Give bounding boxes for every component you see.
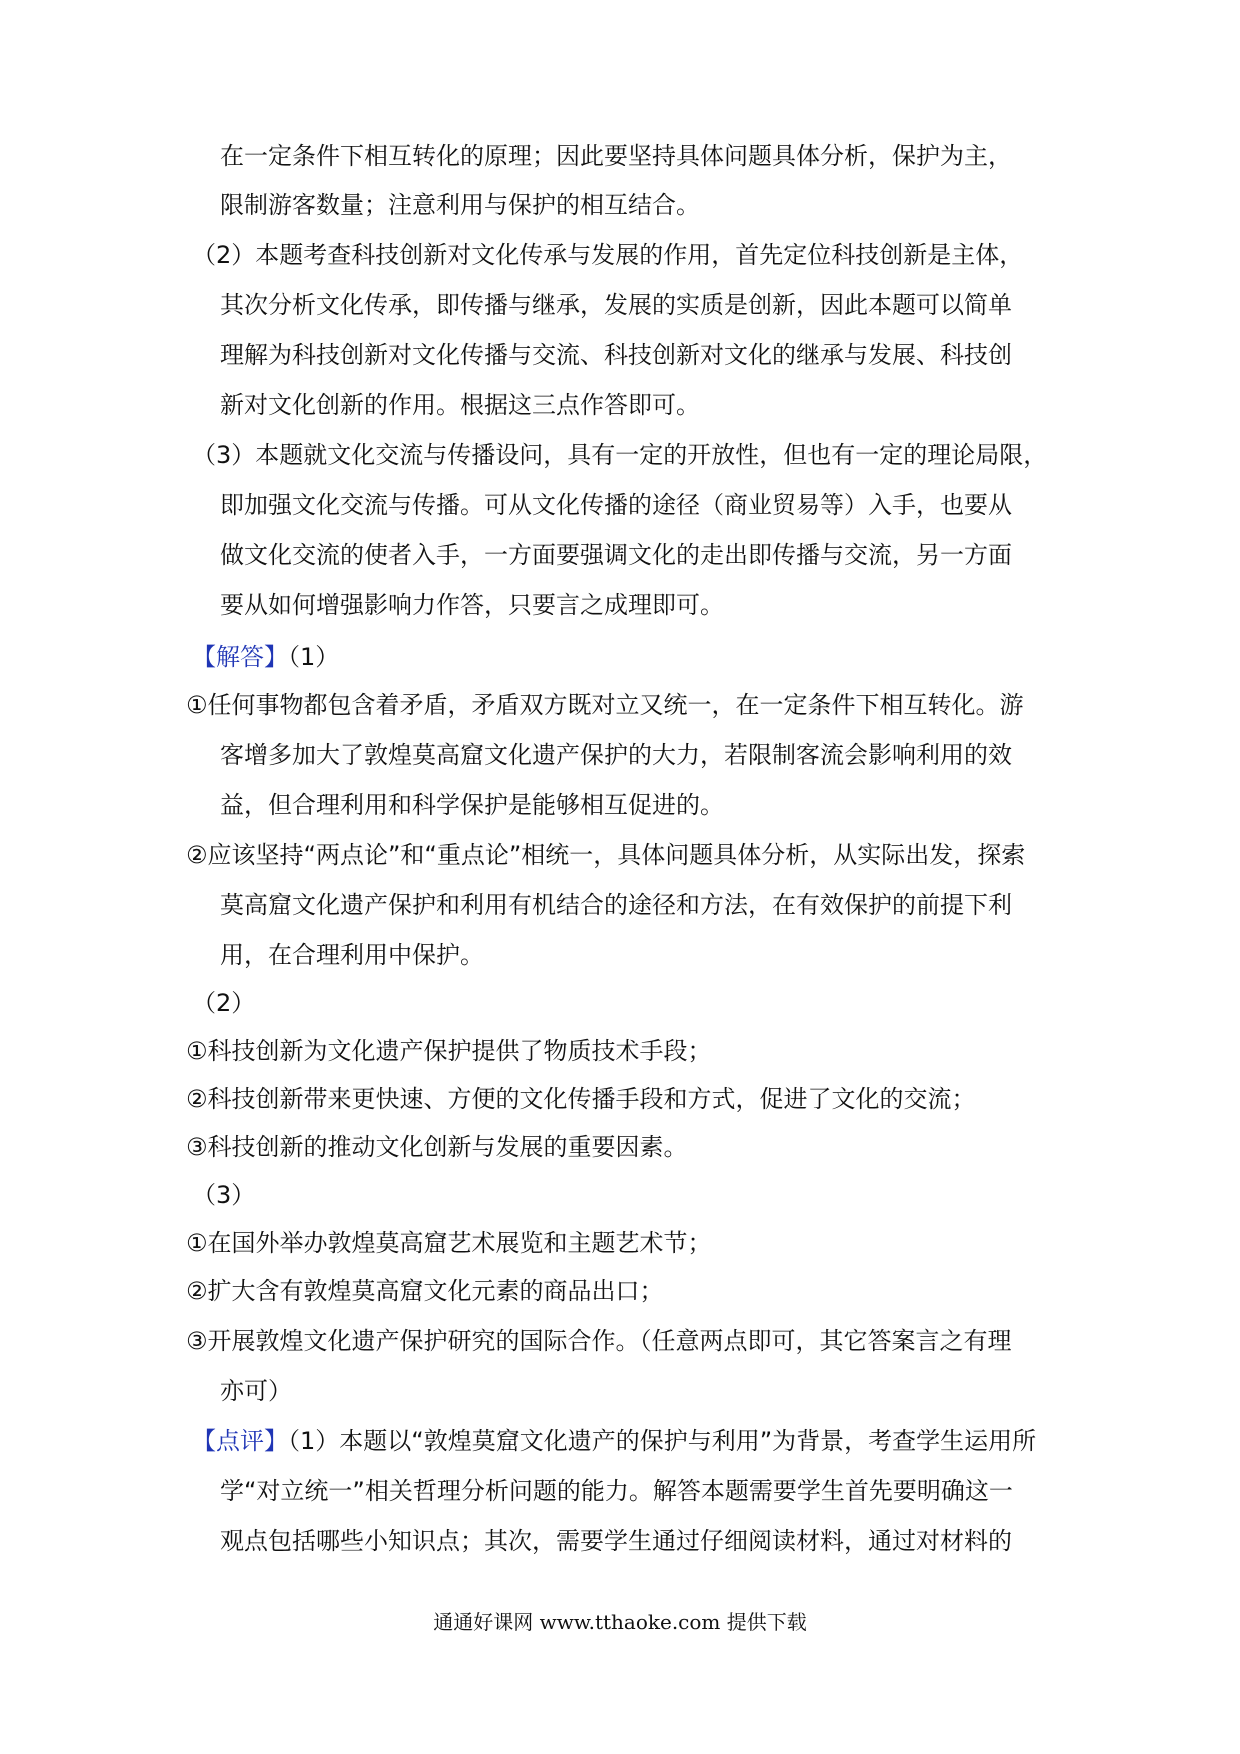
analysis-part3-line-4: 要从如何增强影响力作答，只要言之成理即可。	[220, 591, 724, 619]
answer-heading	[192, 640, 339, 674]
answer-q1-item2-line-1: ②应该坚持“两点论”和“重点论”相统一，具体问题具体分析，从实际出发，探索	[186, 841, 1026, 869]
answer-q2-label: （2）	[192, 989, 256, 1017]
page-footer: 通通好课网 www.tthaoke.com 提供下载	[433, 1610, 807, 1634]
answer-q3-item-3-line-1: ③开展敦煌文化遗产保护研究的国际合作。（任意两点即可，其它答案言之有理	[186, 1327, 1012, 1355]
answer-q1-label: （1）	[288, 643, 340, 671]
answer-q3-item-2: ②扩大含有敦煌莫高窟文化元素的商品出口；	[186, 1277, 664, 1305]
answer-tag: 【解答】	[192, 643, 288, 671]
answer-q2-item-3: ③科技创新的推动文化创新与发展的重要因素。	[186, 1133, 688, 1161]
comment-line-3: 观点包括哪些小知识点；其次，需要学生通过仔细阅读材料，通过对材料的	[220, 1527, 1012, 1555]
answer-q1-item1-line-1: ①任何事物都包含着矛盾，矛盾双方既对立又统一，在一定条件下相互转化。游	[186, 691, 1024, 719]
answer-q2-item-1: ①科技创新为文化遗产保护提供了物质技术手段；	[186, 1037, 712, 1065]
analysis-part2-line-2: 其次分析文化传承，即传播与继承，发展的实质是创新，因此本题可以简单	[220, 291, 1012, 319]
analysis-part1-line-2: 限制游客数量；注意利用与保护的相互结合。	[220, 191, 700, 219]
answer-q3-label: （3）	[192, 1181, 256, 1209]
comment-first-line	[192, 1424, 1036, 1458]
analysis-part3-line-2: 即加强文化交流与传播。可从文化传播的途径（商业贸易等）入手，也要从	[220, 491, 1012, 519]
comment-tag: 【点评】	[192, 1427, 288, 1455]
analysis-part3-line-3: 做文化交流的使者入手，一方面要强调文化的走出即传播与交流，另一方面	[220, 541, 1012, 569]
answer-q1-item2-line-3: 用，在合理利用中保护。	[220, 941, 484, 969]
answer-q2-item-2: ②科技创新带来更快速、方便的文化传播手段和方式，促进了文化的交流；	[186, 1085, 976, 1113]
analysis-part2-line-1: （2）本题考查科技创新对文化传承与发展的作用，首先定位科技创新是主体，	[192, 241, 1024, 269]
analysis-part1-line-1: 在一定条件下相互转化的原理；因此要坚持具体问题具体分析，保护为主，	[220, 142, 1012, 170]
comment-first-line-text: （1）本题以“敦煌莫窟文化遗产的保护与利用”为背景，考查学生运用所	[288, 1427, 1037, 1455]
answer-q1-item1-line-3: 益，但合理利用和科学保护是能够相互促进的。	[220, 791, 724, 819]
answer-q1-item2-line-2: 莫高窟文化遗产保护和利用有机结合的途径和方法，在有效保护的前提下利	[220, 891, 1012, 919]
analysis-part2-line-3: 理解为科技创新对文化传播与交流、科技创新对文化的继承与发展、科技创	[220, 341, 1012, 369]
comment-line-2: 学“对立统一”相关哲理分析问题的能力。解答本题需要学生首先要明确这一	[220, 1477, 1013, 1505]
answer-q3-item-1: ①在国外举办敦煌莫高窟艺术展览和主题艺术节；	[186, 1229, 712, 1257]
analysis-part3-line-1: （3）本题就文化交流与传播设问，具有一定的开放性，但也有一定的理论局限，	[192, 441, 1048, 469]
analysis-part2-line-4: 新对文化创新的作用。根据这三点作答即可。	[220, 391, 700, 419]
answer-q3-item-3-line-2: 亦可）	[220, 1377, 292, 1405]
answer-q1-item1-line-2: 客增多加大了敦煌莫高窟文化遗产保护的大力，若限制客流会影响利用的效	[220, 741, 1012, 769]
